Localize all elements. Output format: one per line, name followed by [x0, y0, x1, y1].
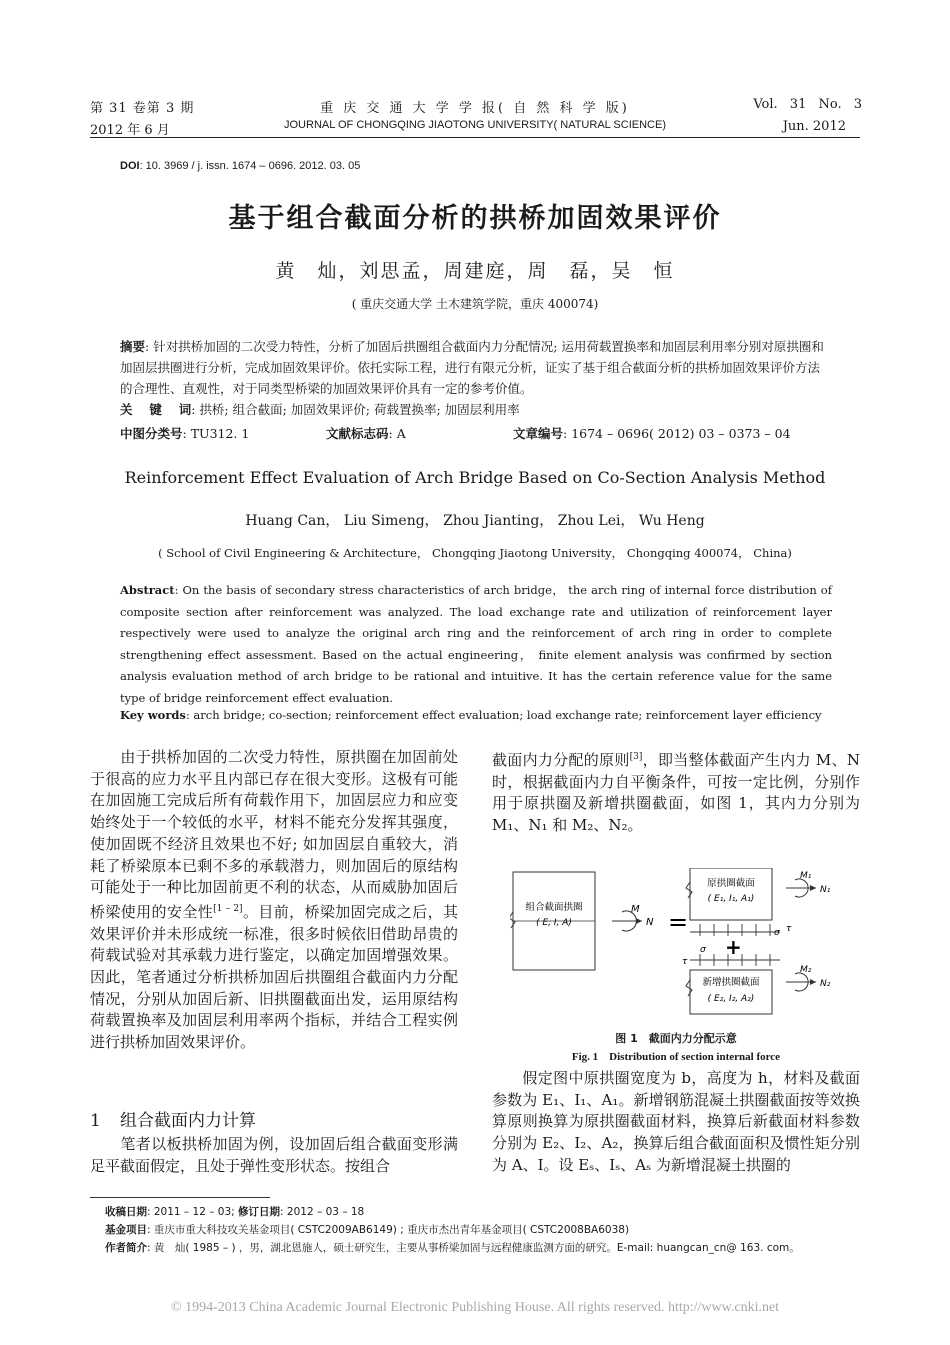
- plus-sign: +: [725, 935, 742, 959]
- para1-text-a: 由于拱桥加固的二次受力特性，原拱圈在加固前处于很高的应力水平且内部已存在很大变形。这极有可能在加固施工完成后所有荷载作用下，加固层应力和应变始终处于一个较低的水平，材料不能充分发挥其强度，使加固既不经济且效果也不好; 如加固层自重较大，消耗了桥梁原本已剩不多的承载潜力，则加固后的原结构可能处于一种比加固前更不利的状态，从而威胁加固后桥梁使用的安全性: [90, 748, 458, 921]
- new-section-title: 新增拱圈截面: [702, 977, 760, 988]
- symbol-N2: N₂: [820, 979, 831, 989]
- article-value: : 1674 – 0696( 2012) 03 – 0373 – 04: [563, 426, 791, 441]
- symbol-sigma-top: σ: [774, 928, 780, 938]
- article-number: [513, 424, 791, 442]
- axial-arrow-N1-head: [810, 885, 816, 891]
- clc-label: 中图分类号: [120, 426, 183, 441]
- symbol-tau-bottom: τ: [682, 957, 688, 967]
- affiliation-zh: ( 重庆交通大学 土木建筑学院，重庆 400074): [351, 297, 599, 311]
- doc-value: : A: [388, 426, 406, 441]
- keywords-en: [120, 708, 822, 722]
- keywords-zh-text: : 拱桥; 组合截面; 加固效果评价; 荷载置换率; 加固层利用率: [191, 402, 520, 417]
- doc-label: 文献标志码: [326, 426, 389, 441]
- clc-code: [120, 424, 249, 442]
- break-mark-top: [686, 882, 692, 898]
- keywords-en-label: Key words: [120, 708, 186, 722]
- symbol-M: M: [631, 904, 640, 915]
- header-divider: [90, 137, 860, 138]
- paper-title-zh: 基于组合截面分析的拱桥加固效果评价: [228, 203, 722, 234]
- abstract-en-text: : On the basis of secondary stress characteristics of arch bridge， the arch ring of internal force distribution of composite section after reinforcement was analyzed. The load exchange rate and utilization of reinforcement layer respectively were used to analyze the original arch ring and the reinforcement of arch ring in order to complete strengthening effect assessment. Based on the actual engineering， finite element analysis was confirmed by section analysis evaluation method of arch bridge to be rational and intuitive. It has the certain reference value for the same type of bridge reinforcement effect evaluation.: [120, 583, 832, 705]
- composite-section-params: ( E, I, A): [536, 918, 572, 928]
- journal-title-zh: 重 庆 交 通 大 学 学 报( 自 然 科 学 版): [320, 101, 630, 116]
- right-para1-text-a: 截面内力分配的原则: [492, 751, 630, 769]
- figure-section-force-distribution: [510, 868, 840, 1016]
- received-label: 收稿日期: [105, 1206, 147, 1218]
- clc-value: : TU312. 1: [182, 426, 250, 441]
- composite-section-title: 组合截面拱圈: [525, 902, 583, 913]
- footnote-author: [105, 1240, 865, 1255]
- footnote-divider: [90, 1197, 270, 1198]
- affiliation-en: ( School of Civil Engineering & Architecture， Chongqing Jiaotong University， Chongqing 400074， China): [158, 546, 792, 560]
- revised-label: 修订日期: [238, 1206, 281, 1218]
- symbol-sigma-bottom: σ: [700, 945, 706, 955]
- doc-code: [326, 424, 406, 442]
- section-title: 组合截面内力计算: [120, 1111, 256, 1131]
- authors-en: Huang Can， Liu Simeng， Zhou Jianting， Zhou Lei， Wu Heng: [245, 513, 705, 529]
- right-para1-text-b: ，即当整体截面产生内力 M、N 时，根据截面内力自平衡条件，可按一定比例，分别作用于原拱圈及新增拱圈截面，如图 1，其内力分别为 M₁、N₁ 和 M₂、N₂。: [492, 751, 860, 835]
- keywords-en-text: : arch bridge; co-section; reinforcement effect evaluation; load exchange rate; reinforcement layer efficiency: [185, 708, 822, 722]
- equals-sign: =: [668, 908, 689, 936]
- original-section-title: 原拱圈截面: [707, 878, 755, 889]
- date-label: 2012 年 6 月: [90, 123, 170, 138]
- volume-label: Vol. 31 No. 3: [753, 97, 862, 112]
- abstract-zh-label: 摘要: [120, 339, 146, 354]
- date-label-en: Jun. 2012: [782, 119, 846, 134]
- journal-title-en: JOURNAL OF CHONGQING JIAOTONG UNIVERSITY( NATURAL SCIENCE): [284, 119, 666, 131]
- original-section-params: ( E₁, I₁, A₁): [707, 894, 755, 904]
- break-mark-bottom: [686, 980, 692, 996]
- authors-zh: 黄 灿，刘思孟，周建庭，周 磊，吴 恒: [275, 260, 675, 282]
- symbol-M1: M₁: [800, 871, 812, 881]
- article-label: 文章编号: [513, 426, 564, 441]
- body-paragraph-2: [90, 1134, 458, 1177]
- doi-value: : 10. 3969 / j. issn. 1674 – 0696. 2012. 03. 05: [139, 160, 361, 172]
- body-paragraph-right-2: [492, 1068, 860, 1177]
- keywords-zh-label: 关 键 词: [120, 402, 192, 417]
- abstract-zh: [120, 336, 832, 399]
- footnote-dates: [105, 1204, 865, 1219]
- axial-arrow-head: [636, 918, 642, 924]
- citation-1-2: [1 – 2]: [213, 903, 243, 914]
- fund-label: 基金项目: [105, 1224, 147, 1236]
- copyright-watermark: © 1994-2013 China Academic Journal Electronic Publishing House. All rights reserved. http://www.cnki.net: [170, 1300, 780, 1315]
- citation-3: [3]: [629, 752, 643, 762]
- paper-title-en: Reinforcement Effect Evaluation of Arch Bridge Based on Co-Section Analysis Method: [124, 468, 826, 487]
- new-section-params: ( E₂, I₂, A₂): [707, 994, 755, 1004]
- body-paragraph-1: [90, 747, 458, 1054]
- abstract-en-label: Abstract: [120, 583, 175, 597]
- abstract-en: [120, 580, 832, 709]
- issue-label: 第 31 卷第 3 期: [90, 101, 195, 116]
- symbol-M2: M₂: [800, 965, 812, 975]
- section-heading-1: [90, 1106, 256, 1131]
- abstract-zh-text: : 针对拱桥加固的二次受力特性，分析了加固后拱圈组合截面内力分配情况; 运用荷载置换率和加固层利用率分别对原拱圈和加固层拱圈进行分析，完成加固效果评价。依托实际工程，进行有限元分析，证实了基于组合截面分析的拱桥加固效果评价方法的合理性、直观性，对于同类型桥梁的加固效果评价具有一定的参考价值。: [120, 339, 824, 396]
- body-paragraph-right-1: [492, 747, 860, 837]
- received-value: : 2011 – 12 – 03;: [147, 1206, 239, 1218]
- author-value: : 黄 灿( 1985 – ) ，男，湖北恩施人，硕士研究生，主要从事桥梁加固与远程健康监测方面的研究。E-mail: huangcan_cn@ 163. com。: [147, 1242, 800, 1254]
- author-label: 作者简介: [105, 1242, 147, 1254]
- doi-label: DOI: [120, 160, 140, 172]
- fund-value: : 重庆市重大科技攻关基金项目( CSTC2009AB6149) ; 重庆市杰出青年基金项目( CSTC2008BA6038): [147, 1224, 630, 1236]
- para1-text-b: 。目前，桥梁加固完成之后，其效果评价并未形成统一标准，很多时候依旧借助昂贵的荷载试验对其承载力进行鉴定，以确定加固增强效果。因此，笔者通过分析拱桥加固后拱圈组合截面内力分配情况，分别从加固后新、旧拱圈截面出发，运用原结构荷载置换率及加固层利用率两个指标，并结合工程实例进行拱桥加固效果评价。: [90, 902, 458, 1052]
- figure-caption-zh: 图 1 截面内力分配示意: [615, 1032, 737, 1045]
- figure-caption-en: Fig. 1 Distribution of section internal force: [571, 1051, 781, 1063]
- symbol-tau-top: τ: [786, 924, 792, 934]
- keywords-zh: [120, 400, 520, 418]
- revised-value: : 2012 – 03 – 18: [280, 1206, 365, 1218]
- axial-arrow-N2-head: [810, 979, 816, 985]
- right-para2-text: 假定图中原拱圈宽度为 b，高度为 h，材料及截面参数为 E₁、I₁、A₁。新增钢筋混凝土拱圈截面按等效换算原则换算为原拱圈截面材料，换算后新截面材料参数分别为 E₂、I₂、A₂，换算后组合截面面积及惯性矩分别为 A、I。设 Eₛ、Iₛ、Aₛ 为新增混凝土拱圈的: [492, 1069, 860, 1174]
- section-number: 1: [90, 1111, 101, 1131]
- symbol-N1: N₁: [820, 885, 831, 895]
- symbol-N: N: [646, 917, 654, 928]
- doi: [120, 160, 360, 172]
- para2-text: 笔者以板拱桥加固为例，设加固后组合截面变形满足平截面假定，且处于弹性变形状态。按组合: [90, 1135, 458, 1175]
- footnote-fund: [105, 1222, 865, 1237]
